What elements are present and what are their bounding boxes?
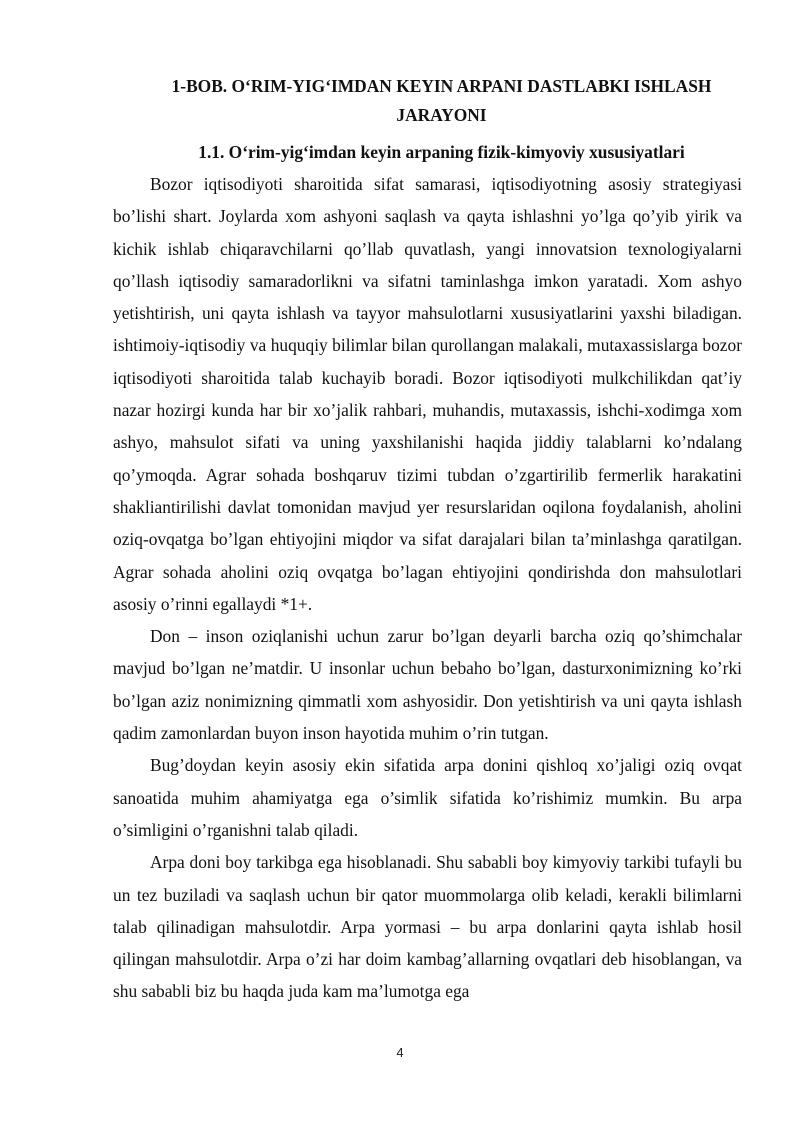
page-number: 4 — [396, 1045, 404, 1060]
section-title: 1.1. O‘rim-yig‘imdan keyin arpaning fizik-kimyoviy xususiyatlari — [198, 142, 685, 162]
paragraph-2: Don – inson oziqlanishi uchun zarur bo’lgan deyarli barcha oziq qo’shimchalar mavjud bo’lgan ne’matdir. U insonlar uchun bebaho bo’lgan, dasturxonimizning ko’rki bo’lgan aziz nonimizning qimmatli xom ashyosidir. Don yetishtirish va uni qayta ishlash qadim zamonlardan buyon inson hayotida muhim o’rin tutgan. — [113, 626, 742, 744]
paragraph-1: Bozor iqtisodiyoti sharoitida sifat samarasi, iqtisodiyotning asosiy strategiyasi bo’lishi shart. Joylarda xom ashyoni saqlash va qayta ishlashni yo’lga qo’yib yirik va kichik ishlab chiqaravchilarni qo’llab quvatlash, yangi innovatsion texnologiyalarni qo’llash iqtisodiy samaradorlikni va sifatni taminlashga imkon yaratadi. Xom ashyo yetishtirish, uni qayta ishlash va tayyor mahsulotlarni xususiyatlarini yaxshi biladigan. ishtimoiy-iqtisodiy va huquqiy bilimlar bilan qurollangan malakali, mutaxassislarga bozor iqtisodiyoti sharoitida talab kuchayib boradi. Bozor iqtisodiyoti mulkchilikdan qat’iy nazar hozirgi kunda har bir xo’jalik rahbari, muhandis, mutaxassis, ishchi-xodimga xom ashyo, mahsulot sifati va uning yaxshilanishi haqida jiddiy talablarni ko’ndalang qo’ymoqda. Agrar sohada boshqaruv tizimi tubdan o’zgartirilib fermerlik harakatini shakliantirilishi davlat tomonidan mavjud yer resurslaridan oqilona foydalanish, aholini oziq-ovqatga bo’lgan ehtiyojini miqdor va sifat darajalari bilan ta’minlashga qaratilgan. Agrar sohada aholini oziq ovqatga bo’lagan ehtiyojini qondirishda don mahsulotlari asosiy o’rinni egallaydi *1+. — [113, 174, 742, 614]
document-page — [113, 72, 742, 1008]
paragraph-3: Bug’doydan keyin asosiy ekin sifatida arpa donini qishloq xo’jaligi oziq ovqat sanoatida muhim ahamiyatga ega o’simlik sifatida ko’rishimiz mumkin. Bu arpa o’simligini o’rganishni talab qiladi. — [113, 755, 742, 840]
paragraph-4: Arpa doni boy tarkibga ega hisoblanadi. Shu sababli boy kimyoviy tarkibi tufayli bu un tez buziladi va saqlash uchun bir qator muommolarga olib keladi, kerakli bilimlarni talab qilinadigan mahsulotdir. Arpa yormasi – bu arpa donlarini qayta ishlab hosil qilingan mahsulotdir. Arpa o’zi har doim kambag’allarning ovqatlari deb hisoblangan, va shu sababli biz bu haqda juda kam ma’lumotga ega — [113, 852, 742, 1002]
chapter-title: 1-BOB. O‘RIM-YIG‘IMDAN KEYIN ARPANI DASTLABKI ISHLASH JARAYONI — [171, 76, 712, 125]
